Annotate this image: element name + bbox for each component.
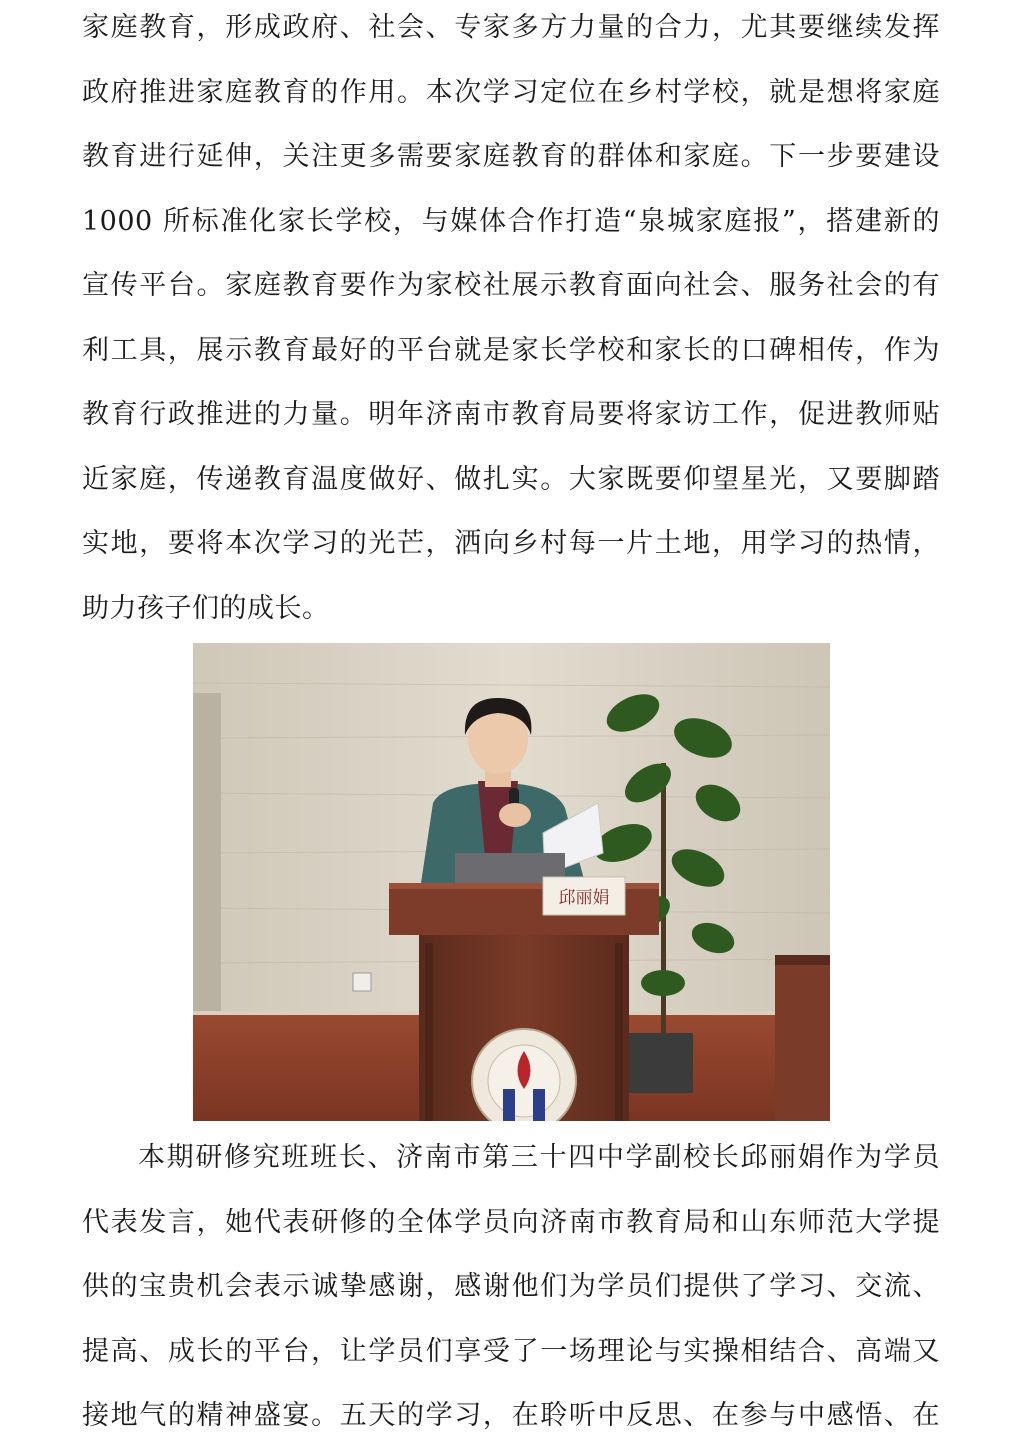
speaker-photo-illustration [193,643,830,1121]
name-card: 邱丽娟 [558,888,610,908]
paragraph-1-line-2: 政府推进家庭教育的作用。本次学习定位在乡村学校，就是想将家庭 [82,76,940,108]
paragraph-1-line-6: 利工具，展示教育最好的平台就是家长学校和家长的口碑相传，作为 [82,334,940,366]
paragraph-2-line-1: 本期研修究班班长、济南市第三十四中学副校长邱丽娟作为学员 [138,1142,940,1173]
paragraph-1-line-9: 实地，要将本次学习的光芒，洒向乡村每一片土地，用学习的热情， [82,528,940,559]
paragraph-1-line-3: 教育进行延伸，关注更多需要家庭教育的群体和家庭。下一步要建设 [82,141,940,172]
paragraph-1-line-7: 教育行政推进的力量。明年济南市教育局要将家访工作，促进教师贴 [82,399,940,430]
paragraph-1-line-1: 家庭教育，形成政府、社会、专家多方力量的合力，尤其要继续发挥 [82,12,940,43]
paragraph-1-line-4: 1000 所标准化家长学校，与媒体合作打造“泉城家庭报”，搭建新的 [82,205,940,237]
paragraph-1-line-5: 宣传平台。家庭教育要作为家校社展示教育面向社会、服务社会的有 [82,270,940,301]
paragraph-2 [82,1126,940,1449]
paragraph-2-line-5: 接地气的精神盛宴。五天的学习，在聆听中反思、在参与中感悟、在 [82,1400,940,1431]
paragraph-1-line-8: 近家庭，传递教育温度做好、做扎实。大家既要仰望星光，又要脚踏 [82,463,940,495]
paragraph-1-line-10: 助力孩子们的成长。 [82,592,330,624]
paragraph-2-line-3: 供的宝贵机会表示诚挚感谢，感谢他们为学员们提供了学习、交流、 [82,1271,940,1302]
paragraph-2-line-4: 提高、成长的平台，让学员们享受了一场理论与实操相结合、高端又 [82,1335,940,1367]
paragraph-2-line-2: 代表发言，她代表研修的全体学员向济南市教育局和山东师范大学提 [82,1206,940,1238]
speaker-photo [193,643,830,1121]
paragraph-1 [82,0,940,641]
